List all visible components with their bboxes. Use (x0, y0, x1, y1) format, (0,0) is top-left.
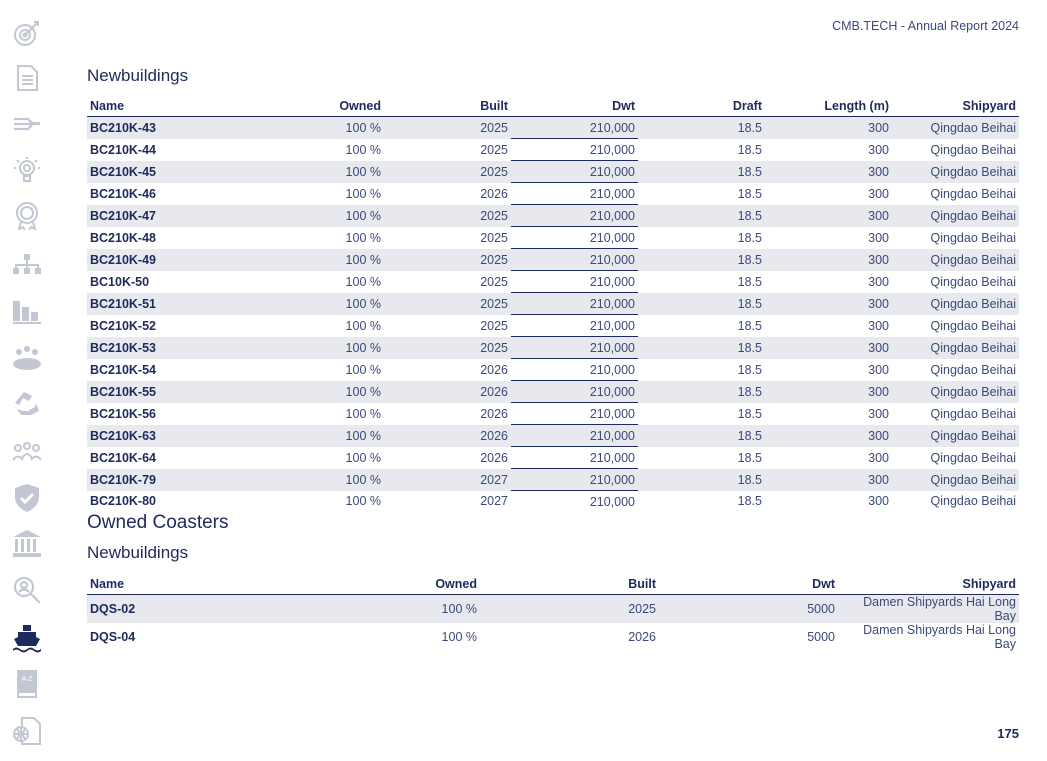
table-cell: BC210K-52 (90, 318, 157, 333)
table-cell: 18.5 (737, 494, 762, 509)
table-cell: 300 (765, 205, 892, 227)
table-row (87, 293, 1019, 315)
table-row (87, 249, 1019, 271)
table-cell: 18.5 (638, 117, 765, 139)
table-cell: 2025 (384, 337, 511, 359)
table-row (87, 491, 1019, 513)
table-cell: 210,000 (511, 271, 638, 293)
community-icon[interactable] (12, 343, 42, 373)
table-cell: 2027 (480, 494, 508, 509)
table-cell: BC210K-43 (87, 117, 197, 139)
table-cell: 18.5 (638, 205, 765, 227)
table-cell: 2026 (480, 186, 508, 201)
table-cell: Qingdao Beihai (892, 161, 1019, 183)
table-cell: 18.5 (638, 161, 765, 183)
table-cell: Qingdao Beihai (892, 425, 1019, 447)
table-cell: BC210K-46 (90, 186, 157, 201)
column-header-draft: Draft (638, 95, 765, 117)
table-cell: 210,000 (511, 425, 638, 447)
table-cell: Qingdao Beihai (930, 406, 1016, 421)
table-cell: 100 % (345, 230, 381, 245)
table-cell: 2025 (384, 205, 511, 227)
target-icon[interactable] (12, 18, 42, 48)
table-cell: 100 % (345, 494, 381, 509)
table-cell: 18.5 (737, 362, 762, 377)
table-cell: 210,000 (511, 249, 638, 271)
table-cell: 210,000 (511, 469, 638, 491)
table-cell: 100 % (197, 469, 384, 491)
table-row (87, 117, 1019, 139)
table-cell: 100 % (197, 337, 384, 359)
table-cell: 18.5 (638, 469, 765, 491)
table-cell: Qingdao Beihai (892, 293, 1019, 315)
table-cell: 100 % (345, 450, 381, 465)
table-cell: Qingdao Beihai (930, 230, 1016, 245)
table-cell: BC210K-51 (87, 293, 197, 315)
table-cell: 2025 (384, 293, 511, 315)
table-cell: 300 (765, 161, 892, 183)
table-cell: Qingdao Beihai (892, 381, 1019, 403)
search-icon[interactable] (12, 575, 42, 605)
column-header-name: Name (87, 573, 237, 595)
table-cell: 100 % (197, 381, 384, 403)
globe-document-icon[interactable] (12, 716, 42, 746)
column-header-dwt: Dwt (659, 573, 838, 595)
table-row (87, 469, 1019, 491)
table-cell: 210,000 (511, 117, 638, 139)
table-cell: 210,000 (511, 139, 638, 161)
column-header-owned: Owned (197, 95, 384, 117)
svg-text:A-Z: A-Z (21, 676, 33, 683)
table-cell: 300 (868, 318, 889, 333)
table-cell: 300 (765, 469, 892, 491)
table-cell: 2026 (480, 450, 508, 465)
column-header-shipyard: Shipyard (892, 95, 1019, 117)
coasters-table-body (87, 595, 1019, 652)
table-cell: 300 (868, 494, 889, 509)
table-cell: 2026 (480, 406, 508, 421)
table-cell: 100 % (197, 205, 384, 227)
table-cell: 18.5 (737, 142, 762, 157)
table-cell: 2025 (480, 230, 508, 245)
flow-lines-icon[interactable] (12, 109, 42, 139)
table-cell: 18.5 (737, 450, 762, 465)
table-cell: 300 (765, 249, 892, 271)
table-row (87, 359, 1019, 381)
table-cell: 210,000 (511, 315, 638, 337)
table-cell: 18.5 (638, 337, 765, 359)
table-row (87, 403, 1019, 425)
sidebar-nav (0, 0, 56, 761)
table-cell: 210,000 (511, 337, 638, 359)
column-header-name: Name (87, 95, 197, 117)
table-row (87, 595, 1019, 624)
table-cell: BC210K-44 (90, 142, 157, 157)
table-cell: BC210K-79 (87, 469, 197, 491)
table-cell: 2026 (384, 425, 511, 447)
bar-chart-icon[interactable] (12, 296, 42, 326)
table-row (87, 381, 1019, 403)
table-header-row (87, 573, 1019, 595)
table-row (87, 623, 1019, 651)
table-cell: 100 % (197, 249, 384, 271)
table-cell: 18.5 (638, 381, 765, 403)
table-cell: BC210K-48 (90, 230, 157, 245)
coasters-newbuildings-table (87, 573, 1019, 651)
table-row (87, 205, 1019, 227)
table-cell: 2026 (480, 362, 508, 377)
table-cell: 100 % (197, 161, 384, 183)
table-cell: 100 % (197, 293, 384, 315)
table-cell: 100 % (345, 406, 381, 421)
table-cell: 100 % (237, 595, 480, 624)
table-cell: Qingdao Beihai (892, 337, 1019, 359)
table-cell: 300 (868, 406, 889, 421)
table-cell: Qingdao Beihai (930, 494, 1016, 509)
column-header-length: Length (m) (765, 95, 892, 117)
table-cell: 210,000 (511, 205, 638, 227)
table-cell: BC210K-47 (87, 205, 197, 227)
report-header: CMB.TECH - Annual Report 2024 (832, 19, 1019, 33)
table-cell: 210,000 (511, 227, 638, 249)
table-cell: 2025 (384, 249, 511, 271)
column-header-owned: Owned (237, 573, 480, 595)
table-cell: 100 % (345, 274, 381, 289)
table-cell: 210,000 (511, 293, 638, 315)
table-row (87, 337, 1019, 359)
table-cell: 210,000 (511, 447, 638, 469)
table-row (87, 183, 1019, 205)
table-cell: 100 % (345, 318, 381, 333)
org-chart-icon[interactable] (12, 250, 42, 280)
table-cell: Qingdao Beihai (930, 142, 1016, 157)
table-cell: 300 (765, 117, 892, 139)
table-cell: Qingdao Beihai (892, 205, 1019, 227)
table-cell: 2026 (628, 630, 656, 644)
table-cell: 100 % (197, 117, 384, 139)
table-cell: 18.5 (638, 249, 765, 271)
table-cell: 300 (868, 274, 889, 289)
table-cell: 300 (868, 362, 889, 377)
table-cell: 100 % (197, 425, 384, 447)
table-cell: 100 % (345, 142, 381, 157)
table-cell: Qingdao Beihai (892, 469, 1019, 491)
table-cell: 2027 (384, 469, 511, 491)
column-header-built: Built (480, 573, 659, 595)
table-cell: 18.5 (737, 230, 762, 245)
table-cell: 210,000 (511, 403, 638, 425)
table-cell: BC210K-49 (87, 249, 197, 271)
table-cell: 300 (868, 142, 889, 157)
table-cell: Qingdao Beihai (930, 186, 1016, 201)
table-cell: 18.5 (638, 425, 765, 447)
shield-check-icon[interactable] (12, 483, 42, 513)
table-cell: 18.5 (737, 406, 762, 421)
table-cell: Qingdao Beihai (892, 249, 1019, 271)
ship-icon[interactable] (12, 623, 42, 653)
newbuildings-table-body (87, 117, 1019, 513)
table-cell: BC210K-63 (87, 425, 197, 447)
table-cell: BC210K-55 (87, 381, 197, 403)
table-cell: BC210K-56 (90, 406, 157, 421)
document-icon[interactable] (12, 63, 42, 93)
recycle-icon[interactable] (12, 389, 42, 419)
table-cell: 5000 (659, 595, 838, 624)
award-icon[interactable] (12, 200, 42, 230)
table-cell: 300 (765, 293, 892, 315)
table-cell: BC210K-54 (90, 362, 157, 377)
table-cell: 100 % (441, 630, 477, 644)
table-cell: Damen Shipyards Hai Long Bay (838, 595, 1019, 624)
table-header-row (87, 95, 1019, 117)
column-header-shipyard: Shipyard (838, 573, 1019, 595)
table-cell: 2025 (384, 161, 511, 183)
table-cell: 300 (765, 425, 892, 447)
table-cell: 2025 (480, 142, 508, 157)
table-cell: 100 % (345, 362, 381, 377)
table-cell: BC10K-50 (90, 274, 150, 289)
table-row (87, 161, 1019, 183)
table-row (87, 425, 1019, 447)
table-cell: 5000 (807, 630, 835, 644)
table-cell: 2026 (384, 381, 511, 403)
table-cell: Qingdao Beihai (930, 362, 1016, 377)
lightbulb-icon[interactable] (12, 155, 42, 185)
people-icon[interactable] (12, 436, 42, 466)
table-cell: Damen Shipyards Hai Long Bay (863, 623, 1016, 651)
table-row (87, 447, 1019, 469)
table-cell: BC210K-64 (90, 450, 157, 465)
table-cell: 18.5 (737, 186, 762, 201)
table-cell: 18.5 (638, 293, 765, 315)
table-row (87, 315, 1019, 337)
table-cell: 210,000 (511, 183, 638, 205)
table-cell: 2025 (384, 117, 511, 139)
table-cell: 100 % (345, 186, 381, 201)
table-cell: 210,000 (511, 381, 638, 403)
column-header-built: Built (384, 95, 511, 117)
table-cell: 300 (868, 230, 889, 245)
table-cell: BC210K-80 (90, 494, 157, 509)
table-cell: 2025 (480, 595, 659, 624)
table-cell: 210,000 (511, 491, 638, 513)
column-header-dwt: Dwt (511, 95, 638, 117)
bank-icon[interactable] (12, 529, 42, 559)
subsection-title-newbuildings: Newbuildings (87, 543, 189, 562)
table-cell: 18.5 (737, 274, 762, 289)
table-cell: Qingdao Beihai (930, 274, 1016, 289)
table-cell: Qingdao Beihai (930, 318, 1016, 333)
table-cell: 2025 (480, 318, 508, 333)
table-cell: 300 (765, 337, 892, 359)
table-cell: 18.5 (737, 318, 762, 333)
glossary-book-icon[interactable] (12, 669, 42, 699)
section-title-newbuildings: Newbuildings (87, 66, 189, 85)
table-cell: DQS-04 (90, 630, 136, 644)
section-title-owned-coasters: Owned Coasters (87, 512, 229, 533)
table-cell: 300 (868, 186, 889, 201)
table-cell: 210,000 (511, 359, 638, 381)
table-cell: 300 (765, 381, 892, 403)
table-cell: BC210K-45 (87, 161, 197, 183)
table-cell: 210,000 (511, 161, 638, 183)
table-row (87, 139, 1019, 161)
table-cell: Qingdao Beihai (892, 117, 1019, 139)
table-cell: 300 (868, 450, 889, 465)
table-cell: BC210K-53 (87, 337, 197, 359)
table-cell: 2025 (480, 274, 508, 289)
newbuildings-table (87, 95, 1019, 512)
table-row (87, 271, 1019, 293)
table-cell: DQS-02 (87, 595, 237, 624)
page-number: 175 (997, 726, 1019, 741)
table-cell: Qingdao Beihai (930, 450, 1016, 465)
table-row (87, 227, 1019, 249)
